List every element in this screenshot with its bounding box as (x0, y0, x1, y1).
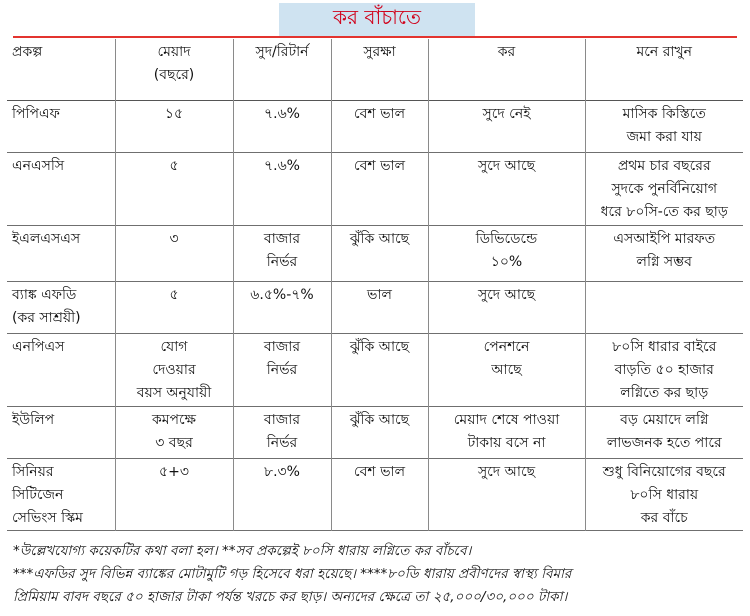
table-row (7, 152, 743, 225)
cell-line: ইউলিপ (12, 411, 55, 428)
header-line: মেয়াদ (157, 44, 191, 60)
footnote-line: ***এফডির সুদ বিভিন্ন ব্যাঙ্কের মোটামুটি গড় হিসেবে ধরা হয়েছে। ****৮০ডি ধারায় প্রবীণদের স্বাস্থ্য বিমার (13, 566, 572, 582)
cell-line: সেভিংস স্কিম (12, 509, 83, 526)
table-body (7, 100, 743, 530)
cell-safety (331, 458, 428, 530)
page-title: কর বাঁচাতে (279, 3, 475, 36)
cell-line: দেওয়ার (152, 361, 196, 378)
cell-safety (331, 100, 428, 152)
cell-line: ৫ (169, 157, 179, 174)
cell-return (233, 406, 331, 458)
header-cell-safety (331, 39, 428, 100)
cell-scheme (7, 333, 115, 406)
cell-line: বয়স অনুযায়ী (136, 384, 212, 401)
table-header-row (7, 39, 743, 100)
cell-scheme (7, 458, 115, 530)
cell-scheme (7, 100, 115, 152)
cell-tenure (115, 458, 233, 530)
cell-line: ৩ (169, 230, 179, 247)
cell-line: লগ্নিতে কর ছাড় (620, 384, 709, 401)
cell-return (233, 100, 331, 152)
cell-remember (585, 406, 743, 458)
cell-return (233, 333, 331, 406)
cell-line: ডিভিডেন্ডে (475, 230, 538, 247)
cell-remember (585, 281, 743, 333)
cell-line: যোগ (160, 338, 188, 355)
cell-line: পিপিএফ (12, 105, 60, 122)
cell-tenure (115, 152, 233, 225)
cell-tax (428, 333, 585, 406)
table-row (7, 406, 743, 458)
tax-saving-table (7, 39, 743, 531)
header-cell-remember (585, 39, 743, 100)
cell-line: ব্যাঙ্ক এফডি (12, 286, 77, 303)
cell-line: বড় মেয়াদে লগ্নি (620, 411, 709, 428)
cell-safety (331, 225, 428, 281)
cell-safety (331, 406, 428, 458)
cell-line: ধরে ৮০সি-তে কর ছাড় (600, 203, 728, 220)
footnote-line: প্রিমিয়াম বাবদ বছরে ৫০ হাজার টাকা পর্যন্ত খরচে কর ছাড়। অন্যদের ক্ষেত্রে তা ২৫,০০০/৩০,০০০ টাকা। (13, 589, 568, 605)
cell-safety (331, 152, 428, 225)
header-cell-scheme (7, 39, 115, 100)
cell-tenure (115, 225, 233, 281)
cell-remember (585, 458, 743, 530)
cell-return (233, 152, 331, 225)
cell-scheme (7, 406, 115, 458)
cell-tax (428, 152, 585, 225)
cell-line: সিনিয়র (12, 463, 54, 480)
cell-line: বাজার (263, 230, 301, 247)
header-line: প্রকল্প (12, 44, 43, 60)
cell-tenure (115, 100, 233, 152)
cell-line: কর বাঁচে (640, 509, 688, 526)
cell-tenure (115, 281, 233, 333)
header-line: কর (497, 44, 516, 60)
cell-line: নির্ভর (266, 361, 298, 378)
cell-tenure (115, 406, 233, 458)
cell-line: ১৫ (164, 105, 184, 122)
cell-return (233, 281, 331, 333)
cell-tax (428, 281, 585, 333)
table-row (7, 333, 743, 406)
cell-line: ৮০সি ধারায় (630, 486, 699, 503)
cell-line: প্রথম চার বছরের (617, 157, 711, 174)
cell-line: সুদকে পুনর্বিনিয়োগ (611, 180, 718, 197)
header-cell-tenure (115, 39, 233, 100)
cell-line: ইএলএসএস (12, 230, 81, 247)
cell-line: শুধু বিনিয়োগের বছরে (602, 463, 726, 480)
cell-line: ৬.৫%-৭% (250, 286, 314, 303)
cell-line: ৭.৬% (264, 157, 300, 174)
cell-line: লগ্নি সম্ভব (636, 253, 692, 270)
cell-tax (428, 458, 585, 530)
cell-line: সুদে নেই (482, 105, 531, 122)
cell-line: সুদে আছে (477, 286, 536, 303)
cell-remember (585, 100, 743, 152)
header-cell-tax (428, 39, 585, 100)
header-cell-return (233, 39, 331, 100)
cell-remember (585, 333, 743, 406)
cell-line: বাড়তি ৫০ হাজার (614, 361, 714, 378)
cell-safety (331, 281, 428, 333)
cell-line: বেশ ভাল (353, 157, 406, 174)
cell-line: বেশ ভাল (353, 463, 406, 480)
cell-line: কমপক্ষে (151, 411, 197, 428)
cell-line: বাজার (263, 338, 301, 355)
cell-scheme (7, 152, 115, 225)
cell-line: ১০% (490, 253, 523, 270)
cell-line: ঝুঁকি আছে (349, 338, 410, 355)
header (0, 0, 750, 40)
cell-remember (585, 225, 743, 281)
footnote-line: *উল্লেখযোগ্য কয়েকটির কথা বলা হল। **সব প্রকল্পেই ৮০সি ধারায় লগ্নিতে কর বাঁচবে। (13, 543, 472, 559)
cell-line: ৩ বছর (155, 434, 193, 451)
cell-line: ৫ (169, 286, 179, 303)
cell-line: সুদে আছে (477, 463, 536, 480)
cell-line: বাজার (263, 411, 301, 428)
footnotes (13, 540, 743, 609)
cell-line: এনএসসি (12, 157, 65, 174)
cell-line: এনপিএস (12, 338, 65, 355)
cell-return (233, 458, 331, 530)
cell-line: ৮.৩% (264, 463, 300, 480)
table-row (7, 458, 743, 530)
table-row (7, 281, 743, 333)
cell-line: জমা করা যায় (626, 128, 702, 145)
cell-line: নির্ভর (266, 253, 298, 270)
cell-scheme (7, 225, 115, 281)
cell-tenure (115, 333, 233, 406)
cell-line: ৮০সি ধারার বাইরে (612, 338, 717, 355)
table-row (7, 100, 743, 152)
cell-line: ভাল (367, 286, 392, 303)
header-line: (বছরে) (153, 67, 195, 83)
cell-remember (585, 152, 743, 225)
header-line: সুরক্ষা (363, 44, 396, 60)
cell-line: নির্ভর (266, 434, 298, 451)
cell-line: আছে (491, 361, 522, 378)
cell-tax (428, 406, 585, 458)
cell-return (233, 225, 331, 281)
cell-line: (কর সাশ্রয়ী) (12, 309, 81, 326)
cell-line: টাকায় বসে না (467, 434, 546, 451)
cell-line: ৫+৩ (159, 463, 189, 480)
cell-line: এসআইপি মারফত (613, 230, 716, 247)
cell-line: মাসিক কিস্তিতে (622, 105, 706, 122)
cell-line: সুদে আছে (477, 157, 536, 174)
cell-line: বেশ ভাল (353, 105, 406, 122)
cell-line: সিটিজেন (12, 486, 64, 503)
cell-line: মেয়াদ শেষে পাওয়া (453, 411, 560, 428)
title-divider (13, 36, 737, 38)
cell-line: পেনশনে (483, 338, 530, 355)
cell-safety (331, 333, 428, 406)
cell-line: ঝুঁকি আছে (349, 411, 410, 428)
table-row (7, 225, 743, 281)
cell-line: ৭.৬% (264, 105, 300, 122)
cell-tax (428, 225, 585, 281)
cell-scheme (7, 281, 115, 333)
cell-tax (428, 100, 585, 152)
cell-line: লাভজনক হতে পারে (606, 434, 722, 451)
header-line: মনে রাখুন (636, 44, 693, 60)
cell-line: ঝুঁকি আছে (349, 230, 410, 247)
header-line: সুদ/রিটার্ন (255, 44, 309, 60)
